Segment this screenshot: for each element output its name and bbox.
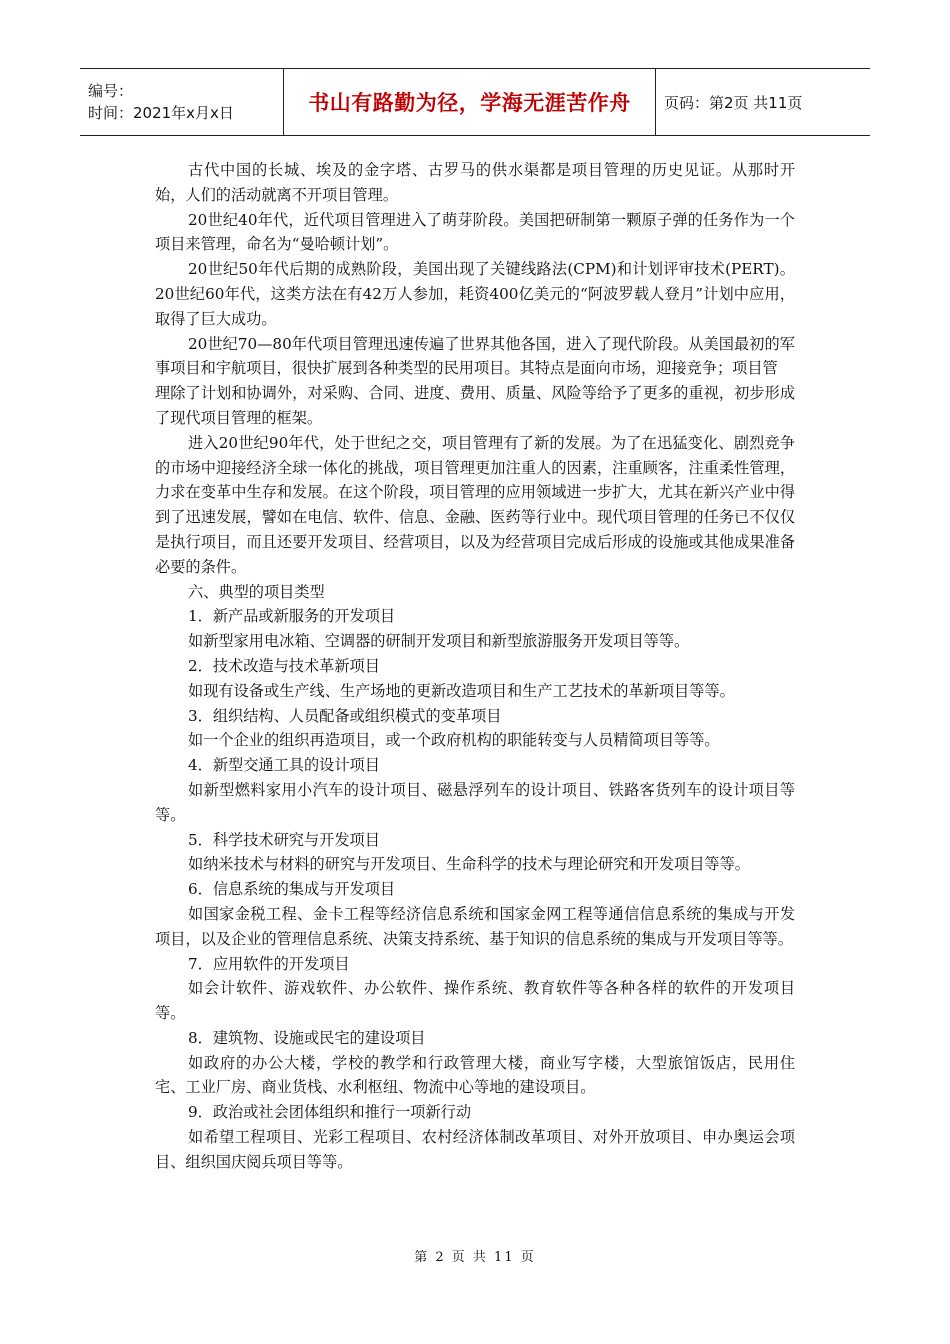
list-item-text: 如希望工程项目、光彩工程项目、农村经济体制改革项目、对外开放项目、申办奥运会项目、组织国庆阅兵项目等等。 bbox=[155, 1128, 795, 1171]
list-item-text: 如政府的办公大楼，学校的教学和行政管理大楼，商业写字楼，大型旅馆饭店，民用住宅、工业厂房、商业货栈、水利枢纽、物流中心等地的建设项目。 bbox=[155, 1053, 795, 1097]
list-item-heading: 3．组织结构、人员配备或组织模式的变革项目 bbox=[188, 706, 502, 725]
list-item-heading: 2．技术改造与技术革新项目 bbox=[188, 656, 380, 675]
header-page-number: 页码：第2页 共11页 bbox=[664, 93, 803, 112]
document-number-label: 编号： bbox=[88, 82, 134, 100]
document-date-label: 时间：2021年x月x日 bbox=[88, 104, 234, 122]
list-item-text: 如新型燃料家用小汽车的设计项目、磁悬浮列车的设计项目、铁路客货列车的设计项目等等。 bbox=[155, 780, 795, 824]
paragraph: 古代中国的长城、埃及的金字塔、古罗马的供水渠都是项目管理的历史见证。从那时开始，人们的活动就离不开项目管理。 bbox=[155, 161, 795, 204]
header-motto-cell bbox=[283, 69, 656, 135]
list-item-text: 如纳米技术与材料的研究与开发项目、生命科学的技术与理论研究和开发项目等等。 bbox=[188, 855, 750, 874]
paragraph: 进入20世纪90年代，处于世纪之交，项目管理有了新的发展。为了在迅猛变化、剧烈竞争的市场中迎接经济全球一体化的挑战，项目管理更加注重人的因素，注重顾客，注重柔性管理，力求在变革中生存和发展。在这个阶段，项目管理的应用领域进一步扩大，尤其在新兴产业中得到了迅速发展，譬如在电信、软件、信息、金融、医药等行业中。现代项目管理的任务已不仅仅是执行项目，而且还要开发项目、经营项目，以及为经营项目完成后形成的设施或其他成果准备必要的条件。 bbox=[155, 433, 795, 576]
list-item-text: 如现有设备或生产线、生产场地的更新改造项目和生产工艺技术的革新项目等等。 bbox=[188, 681, 735, 700]
list-item-heading: 7．应用软件的开发项目 bbox=[188, 954, 350, 973]
list-item-text: 如国家金税工程、金卡工程等经济信息系统和国家金网工程等通信信息系统的集成与开发项目，以及企业的管理信息系统、决策支持系统、基于知识的信息系统的集成与开发项目等等。 bbox=[155, 904, 795, 948]
header-motto: 书山有路勤为径，学海无涯苦作舟 bbox=[308, 91, 631, 115]
paragraph: 20世纪40年代，近代项目管理进入了萌芽阶段。美国把研制第一颗原子弹的任务作为一个项目来管理，命名为“曼哈顿计划”。 bbox=[155, 210, 795, 254]
list-item-text: 如会计软件、游戏软件、办公软件、操作系统、教育软件等各种各样的软件的开发项目等。 bbox=[155, 979, 795, 1023]
header-meta bbox=[80, 69, 283, 135]
section-heading: 六、典型的项目类型 bbox=[188, 582, 325, 601]
list-item-heading: 8．建筑物、设施或民宅的建设项目 bbox=[188, 1028, 426, 1047]
list-item-text: 如一个企业的组织再造项目，或一个政府机构的职能转变与人员精简项目等等。 bbox=[188, 731, 720, 750]
paragraph: 20世纪50年代后期的成熟阶段，美国出现了关键线路法(CPM)和计划评审技术(PERT)。20世纪60年代，这类方法在有42万人参加，耗资400亿美元的“阿波罗载人登月”计划中应用，取得了巨大成功。 bbox=[155, 260, 795, 328]
list-item-text: 如新型家用电冰箱、空调器的研制开发项目和新型旅游服务开发项目等等。 bbox=[188, 632, 690, 651]
list-item-heading: 6．信息系统的集成与开发项目 bbox=[188, 880, 396, 899]
paragraph: 理除了计划和协调外，对采购、合同、进度、费用、质量、风险等给予了更多的重视，初步形成了现代项目管理的框架。 bbox=[155, 384, 795, 427]
paragraph: 20世纪70—80年代项目管理迅速传遍了世界其他各国，进入了现代阶段。从美国最初的军事项目和宇航项目，很快扩展到各种类型的民用项目。其特点是面向市场，迎接竞争；项目管 bbox=[155, 334, 795, 378]
header-page-cell bbox=[656, 69, 870, 135]
list-item-heading: 9．政治或社会团体组织和推行一项新行动 bbox=[188, 1103, 472, 1122]
page-footer: 第 2 页 共 11 页 bbox=[414, 1250, 536, 1265]
page-header bbox=[80, 68, 870, 136]
list-item-heading: 5．科学技术研究与开发项目 bbox=[188, 830, 380, 849]
document-body bbox=[155, 158, 795, 1175]
list-item-heading: 1．新产品或新服务的开发项目 bbox=[188, 607, 396, 626]
list-item-heading: 4．新型交通工具的设计项目 bbox=[188, 756, 380, 775]
